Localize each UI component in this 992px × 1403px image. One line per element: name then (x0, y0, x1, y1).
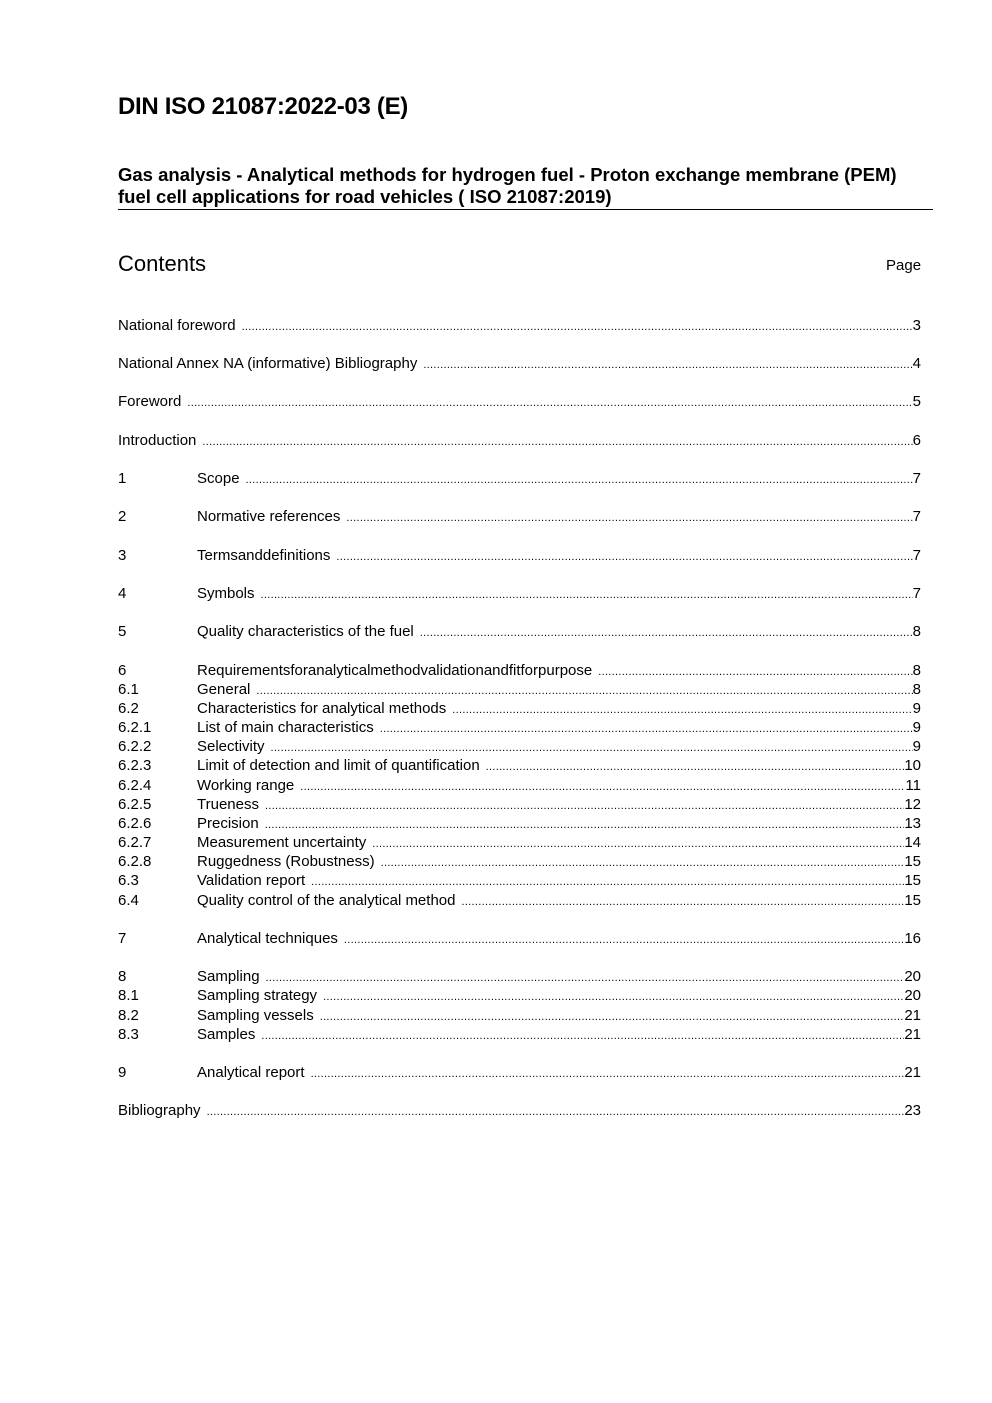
toc-section-number: 7 (118, 930, 127, 947)
toc-entry-2[interactable] (118, 507, 921, 526)
toc-label: National foreword (118, 317, 236, 334)
dot-leader (261, 586, 913, 605)
toc-section-number: 6.2.7 (118, 834, 152, 851)
toc-entry-9[interactable] (118, 1063, 921, 1082)
document-title: Gas analysis - Analytical methods for hydrogen fuel - Proton exchange membrane (PEM) fuel cell applications for road vehicles ( ISO 21087:2019) (118, 164, 933, 210)
toc-entry-national-annex[interactable] (118, 354, 921, 373)
toc-entry-5[interactable] (118, 622, 921, 641)
toc-section-number: 6.2.3 (118, 757, 152, 774)
toc-label: Foreword (118, 393, 182, 410)
toc-page-number: 9 (912, 738, 921, 755)
toc-section-number: 6.4 (118, 892, 139, 909)
table-of-contents (118, 0, 921, 1403)
toc-page-number: 20 (904, 968, 921, 985)
toc-entry-6-2-1[interactable] (118, 718, 921, 737)
toc-section-number: 6.2 (118, 700, 139, 717)
toc-page-number: 8 (912, 681, 921, 698)
toc-section-number: 1 (118, 470, 127, 487)
toc-label: Sampling strategy (197, 987, 318, 1004)
toc-label: Trueness (197, 796, 259, 813)
toc-section-number: 6.2.6 (118, 815, 152, 832)
toc-page-number: 23 (904, 1102, 921, 1119)
toc-page-number: 7 (912, 547, 921, 564)
toc-label: Selectivity (197, 738, 265, 755)
contents-heading: Contents (118, 251, 207, 276)
toc-page-number: 3 (912, 317, 921, 334)
dot-leader (311, 1065, 905, 1084)
toc-page-number: 15 (904, 892, 921, 909)
toc-label: Scope (197, 470, 240, 487)
toc-label: Measurement uncertainty (197, 834, 367, 851)
toc-page-number: 12 (904, 796, 921, 813)
toc-label: Normative references (197, 508, 341, 525)
toc-entry-6-2-4[interactable] (118, 776, 921, 795)
toc-entry-8-1[interactable] (118, 986, 921, 1005)
dot-leader (486, 758, 905, 777)
toc-label: Analytical report (197, 1064, 305, 1081)
toc-entry-7[interactable] (118, 929, 921, 948)
toc-entry-6-1[interactable] (118, 680, 921, 699)
toc-label: Sampling (197, 968, 260, 985)
toc-page-number: 6 (912, 432, 921, 449)
toc-page-number: 14 (904, 834, 921, 851)
toc-section-number: 8 (118, 968, 127, 985)
toc-entry-6-2-2[interactable] (118, 737, 921, 756)
toc-label: Requirementsforanalyticalmethodvalidationandfitforpurpose (197, 662, 593, 679)
dot-leader (242, 318, 913, 337)
toc-section-number: 6.2.1 (118, 719, 152, 736)
toc-page-number: 11 (905, 777, 921, 794)
toc-section-number: 8.3 (118, 1026, 139, 1043)
toc-page-number: 7 (912, 585, 921, 602)
toc-page-number: 21 (904, 1007, 921, 1024)
toc-entry-6-4[interactable] (118, 891, 921, 910)
toc-label: Working range (197, 777, 295, 794)
toc-section-number: 5 (118, 623, 127, 640)
dot-leader (207, 1103, 905, 1122)
toc-label: Limit of detection and limit of quantification (197, 757, 480, 774)
toc-section-number: 4 (118, 585, 127, 602)
toc-page-number: 9 (912, 719, 921, 736)
dot-leader (423, 356, 912, 375)
toc-section-number: 9 (118, 1064, 127, 1081)
toc-label: Precision (197, 815, 259, 832)
dot-leader (323, 988, 904, 1007)
toc-page-number: 21 (904, 1026, 921, 1043)
toc-label: Ruggedness (Robustness) (197, 853, 375, 870)
toc-section-number: 8.2 (118, 1007, 139, 1024)
dot-leader (187, 394, 912, 413)
document-id: DIN ISO 21087:2022-03 (E) (118, 93, 408, 120)
toc-page-number: 15 (904, 872, 921, 889)
toc-page-number: 9 (912, 700, 921, 717)
dot-leader (202, 433, 912, 452)
dot-leader (246, 471, 913, 490)
toc-entry-8[interactable] (118, 967, 921, 986)
toc-label: Introduction (118, 432, 197, 449)
toc-page-number: 16 (904, 930, 921, 947)
dot-leader (344, 931, 904, 950)
toc-page-number: 21 (904, 1064, 921, 1081)
toc-label: Termsanddefinitions (197, 547, 331, 564)
toc-section-number: 6.1 (118, 681, 139, 698)
toc-label: Quality control of the analytical method (197, 892, 456, 909)
toc-label: Validation report (197, 872, 306, 889)
toc-label: Bibliography (118, 1102, 201, 1119)
toc-section-number: 6.3 (118, 872, 139, 889)
toc-label: Characteristics for analytical methods (197, 700, 447, 717)
dot-leader (311, 873, 904, 892)
toc-label: Symbols (197, 585, 255, 602)
toc-entry-6[interactable] (118, 661, 921, 680)
toc-page-number: 15 (904, 853, 921, 870)
toc-entry-4[interactable] (118, 584, 921, 603)
toc-page-number: 7 (912, 470, 921, 487)
toc-entry-8-3[interactable] (118, 1025, 921, 1044)
toc-section-number: 6 (118, 662, 127, 679)
toc-page-number: 4 (912, 355, 921, 372)
toc-section-number: 6.2.8 (118, 853, 152, 870)
toc-section-number: 6.2.2 (118, 738, 152, 755)
page-column-heading: Page (886, 257, 922, 274)
toc-entry-6-2-3[interactable] (118, 756, 921, 775)
toc-entry-1[interactable] (118, 469, 921, 488)
toc-section-number: 8.1 (118, 987, 139, 1004)
toc-label: Sampling vessels (197, 1007, 314, 1024)
dot-leader (261, 1027, 904, 1046)
toc-label: Analytical techniques (197, 930, 338, 947)
toc-entry-national-foreword[interactable] (118, 316, 921, 335)
toc-entry-6-2-7[interactable] (118, 833, 921, 852)
toc-entry-6-2-5[interactable] (118, 795, 921, 814)
toc-entry-foreword[interactable] (118, 392, 921, 411)
toc-label: General (197, 681, 251, 698)
toc-entry-introduction[interactable] (118, 431, 921, 450)
toc-page-number: 5 (912, 393, 921, 410)
toc-label: List of main characteristics (197, 719, 374, 736)
toc-entry-6-2-6[interactable] (118, 814, 921, 833)
dot-leader (461, 893, 904, 912)
toc-section-number: 3 (118, 547, 127, 564)
toc-label: Quality characteristics of the fuel (197, 623, 414, 640)
toc-section-number: 6.2.4 (118, 777, 152, 794)
toc-entry-6-3[interactable] (118, 871, 921, 890)
toc-page-number: 20 (904, 987, 921, 1004)
dot-leader (346, 509, 912, 528)
toc-label: National Annex NA (informative) Bibliography (118, 355, 418, 372)
toc-page-number: 7 (912, 508, 921, 525)
toc-page-number: 13 (904, 815, 921, 832)
toc-page-number: 8 (912, 623, 921, 640)
toc-page-number: 8 (912, 662, 921, 679)
toc-entry-6-2[interactable] (118, 699, 921, 718)
toc-entry-6-2-8[interactable] (118, 852, 921, 871)
toc-page-number: 10 (904, 757, 921, 774)
dot-leader (420, 624, 913, 643)
toc-section-number: 2 (118, 508, 127, 525)
toc-entry-bibliography[interactable] (118, 1101, 921, 1120)
toc-label: Samples (197, 1026, 256, 1043)
toc-entry-3[interactable] (118, 546, 921, 565)
toc-section-number: 6.2.5 (118, 796, 152, 813)
toc-entry-8-2[interactable] (118, 1006, 921, 1025)
dot-leader (336, 548, 912, 567)
